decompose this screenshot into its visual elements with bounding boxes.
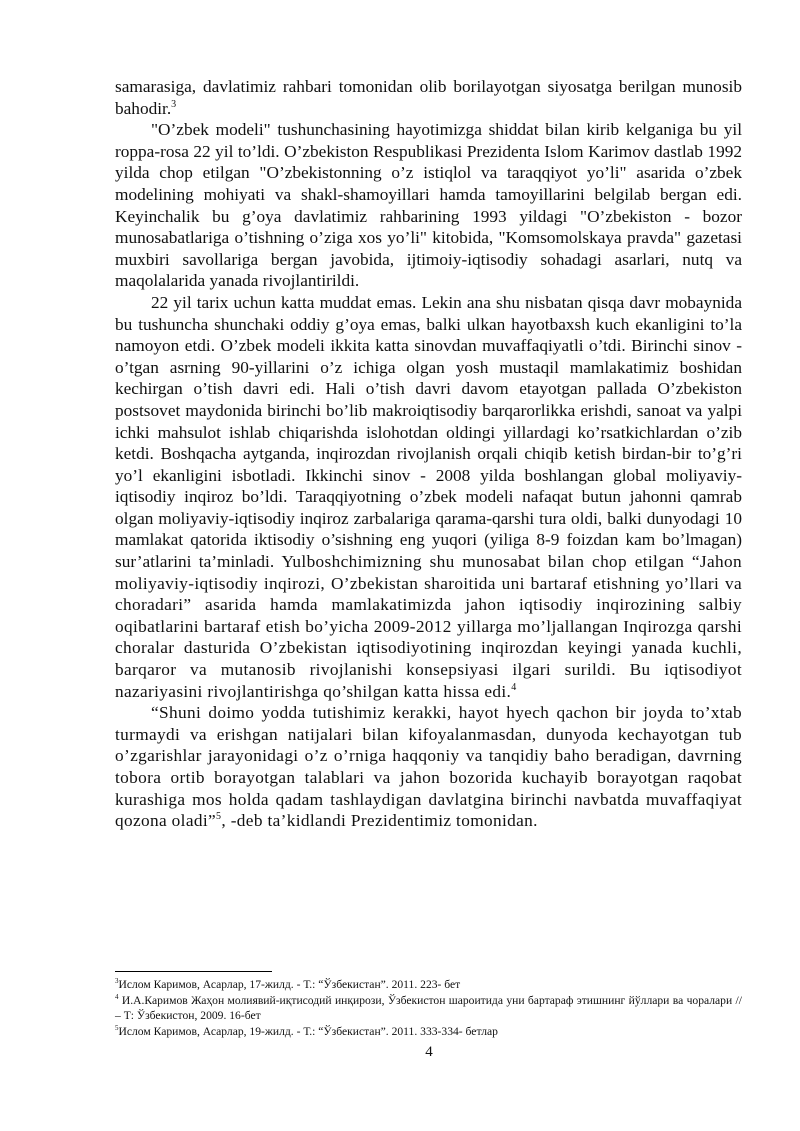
paragraph-3-text: 22 yil tarix uchun katta muddat emas. Lekin ana shu nisbatan qisqa davr mobaynida bu tushuncha shunchaki oddiy g’oya emas, balki ulkan hayotbaxsh kuch ekanligini to’la namoyon etdi. O’zbek modeli ikkita katta sinovdan muvaffaqiyatli o’tdi. Birinchi sinov - o’tgan asrning 90-yillarini o’z ichiga olgan yosh mustaqil mamlakatimiz boshidan kechirgan o’tish davri edi. Hali o’tish davri davom etayotgan pallada O’zbekiston postsovet maydonida birinchi bo’lib makroiqtisodiy barqarorlikka erishdi, sanoat va yalpi ichki mahsulot ishlab chiqarishda islohotdan oldingi yillardagi ko’rsatkichlardan o’zib ketdi. Boshqacha aytganda, inqirozdan rivojlanish orqali chiqib ketish birdan-bir to’g’ri yo’l ekanligini isbotladi. Ikkinchi sinov - 2008 yilda boshlangan global moliyaviy-iqtisodiy inqiroz bo’ldi. Taraqqiyotning o’zbek modeli nafaqat butun jahonni qamrab olgan moliyaviy-iqtisodiy inqiroz zarbalariga qarama-qarshi tura oldi, balki dunyodagi 10 mamlakat qatorida iktisodiy o’sishning eng yuqori (yiliga 8-9 foizdan kam bo’lmagan) sur’atlarini ta’minladi. bbox=[115, 292, 742, 572]
footnote-separator bbox=[115, 971, 272, 972]
footnote-text: Ислом Каримов, Асарлар, 17-жилд. - Т.: “Ўзбекистан”. 2011. 223- бет bbox=[118, 978, 461, 991]
footnote-ref-5[interactable]: 5 bbox=[216, 811, 222, 823]
paragraph-4-tail: , -deb ta’kidlandi Prezidentimiz tomonidan. bbox=[221, 811, 538, 831]
paragraph-3-continuation: Yulboshchimizning shu munosabat bilan chop etilgan “Jahon moliyaviy-iqtisodiy inqirozi, O’zbekistan sharoitida uni bartaraf etishning yo’llari va choradari” asarida hamda mamlakatimizda jahon iqtisodiy inqirozining salbiy oqibatlarini bartaraf etish bo’yicha 2009-2012 yillarga mo’ljallangan Inqirozga qarshi choralar dasturida O’zbekistan iqtisodiyotining inqirozdan keyingi yanada kuchli, barqaror va mutanosib rivojlanishi konsepsiyasi ilgari surildi. Bu iqtisodiyot nazariyasini rivojlantirishga qo’shilgan katta hissa edi. bbox=[115, 552, 743, 701]
paragraph-4-quote: “Shuni doimo yodda tutishimiz kerakki, hayot hyech qachon bir joyda to’xtab turmaydi va erishgan natijalari bilan kifoyalanmasdan, dunyoda kechayotgan tub o’zgarishlar jarayonidagi o’z o’rniga haqqoniy va tanqidiy baho beradigan, davrning tobora ortib borayotgan talablari va jahon bozorida kuchayib borayotgan raqobat kurashiga mos holda qadam tashlaydigan davlatgina birinchi navbatda muvaffaqiyat qozona oladi” bbox=[115, 703, 742, 831]
footnote-5 bbox=[115, 1025, 742, 1039]
paragraph-2 bbox=[115, 119, 742, 292]
footnote-4 bbox=[115, 994, 742, 1023]
footnote-ref-4[interactable]: 4 bbox=[511, 681, 517, 693]
paragraph-1 bbox=[115, 76, 742, 119]
paragraph-2-text: "O’zbek modeli" tushunchasining hayotimizga shiddat bilan kirib kelganiga bu yil roppa-rosa 22 yil to’ldi. O’zbekiston Respublikasi Prezidenta Islom Karimov dastlab 1992 yilda chop etilgan "O’zbekistonning o’z istiqlol va taraqqiyot yo’li" asarida o’zbek modelining mohiyati va shakl-shamoyillari hamda tamoyillarini belgilab bergan edi. Keyinchalik bu g’oya davlatimiz rahbarining 1993 yildagi "O’zbekiston - bozor munosabatlariga o’tishning o’ziga xos yo’li" kitobida, "Komsomolskaya pravda" gazetasi muxbiri savollariga bergan javobida, ijtimoiy-iqtisodiy sohadagi asarlari, nutq va maqolalarida yanada rivojlantirildi. bbox=[115, 120, 742, 291]
footnote-number: 5 bbox=[115, 1023, 119, 1032]
footnote-number: 4 bbox=[115, 993, 119, 1002]
footnote-3 bbox=[115, 978, 742, 992]
page-number: 4 bbox=[425, 1044, 433, 1060]
paragraph-3 bbox=[115, 292, 742, 702]
paragraph-1-text: samarasiga, davlatimiz rahbari tomonidan olib borilayotgan siyosatga berilgan munosib bahodir. bbox=[115, 77, 742, 118]
footnote-text: Ислом Каримов, Асарлар, 19-жилд. - Т.: “Ўзбекистан”. 2011. 333-334- бетлар bbox=[118, 1024, 498, 1038]
footnote-text: И.А.Каримов Жаҳон молиявий-иқтисодий инқирози, Ўзбекистон шароитида уни бартараф этишнинг йўллари ва чоралари // – Т: Ўзбекистон, 2009. 16-бет bbox=[115, 994, 742, 1022]
footnote-ref-3[interactable]: 3 bbox=[171, 98, 177, 110]
footnote-number: 3 bbox=[115, 977, 119, 985]
paragraph-4 bbox=[115, 702, 742, 832]
footnotes bbox=[115, 978, 742, 1041]
main-text bbox=[115, 76, 742, 832]
